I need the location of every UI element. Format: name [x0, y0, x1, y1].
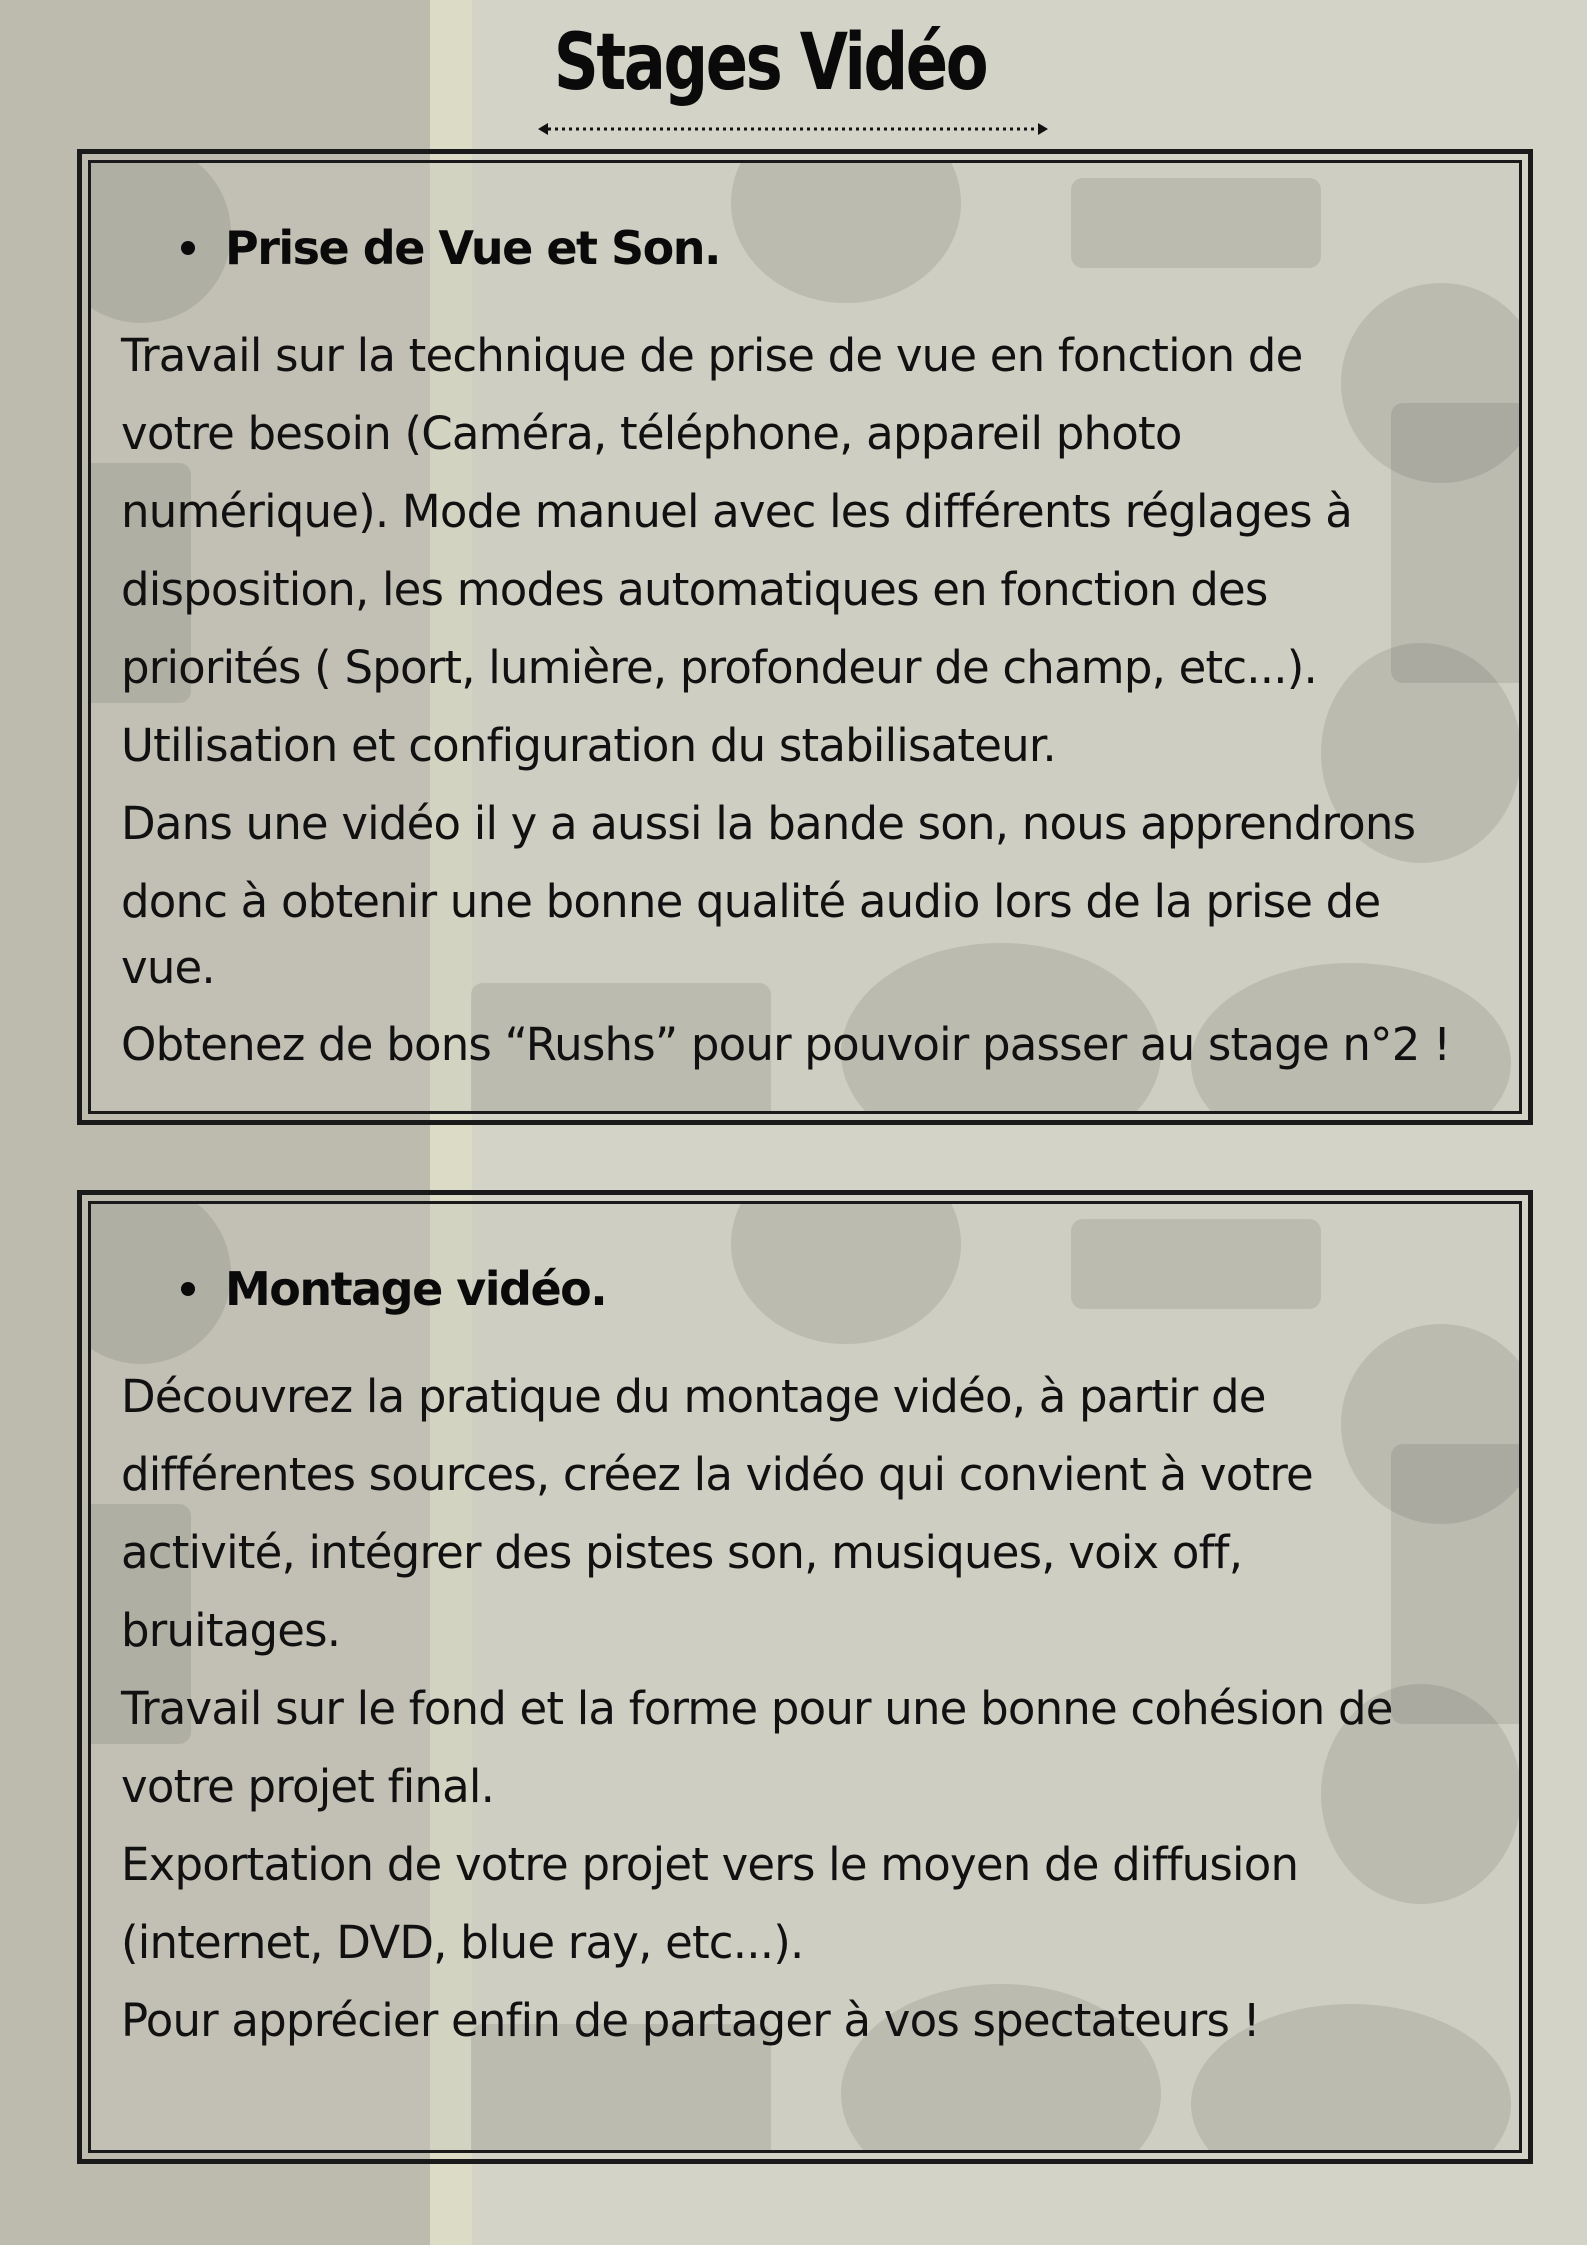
bullet-icon — [181, 241, 195, 255]
body-line: Obtenez de bons “Rushs” pour pouvoir passer au stage n°2 ! — [121, 1018, 1451, 1071]
section-panel-prise-de-vue — [77, 149, 1533, 1125]
page-title: Stages Vidéo — [553, 18, 987, 108]
body-line: bruitages. — [121, 1604, 341, 1657]
body-line: donc à obtenir une bonne qualité audio lors de la prise de — [121, 875, 1381, 928]
bullet-icon — [181, 1282, 195, 1296]
section-body — [121, 1358, 1489, 2060]
body-line: disposition, les modes automatiques en fonction des — [121, 563, 1268, 616]
section-heading-text: Montage vidéo. — [225, 1262, 607, 1316]
section-heading-text: Prise de Vue et Son. — [225, 221, 720, 275]
body-line: (internet, DVD, blue ray, etc...). — [121, 1916, 804, 1969]
title-arrow-rule — [538, 122, 1048, 136]
section-panel-montage — [77, 1190, 1533, 2164]
body-line: priorités ( Sport, lumière, profondeur de champ, etc...). — [121, 641, 1318, 694]
body-line: Découvrez la pratique du montage vidéo, à partir de — [121, 1370, 1266, 1423]
body-line: Travail sur la technique de prise de vue en fonction de — [121, 329, 1303, 382]
section-heading — [181, 1254, 1489, 1324]
section-panel-inner — [88, 160, 1522, 1114]
body-line: votre projet final. — [121, 1760, 495, 1813]
body-line: votre besoin (Caméra, téléphone, appareil photo — [121, 407, 1182, 460]
body-line: Exportation de votre projet vers le moyen de diffusion — [121, 1838, 1299, 1891]
body-line: numérique). Mode manuel avec les différents réglages à — [121, 485, 1352, 538]
section-content — [121, 1254, 1489, 2060]
body-line: Pour apprécier enfin de partager à vos spectateurs ! — [121, 1994, 1260, 2047]
body-line: activité, intégrer des pistes son, musiques, voix off, — [121, 1526, 1243, 1579]
section-content — [121, 213, 1489, 1095]
body-line: Dans une vidéo il y a aussi la bande son, nous apprendrons — [121, 797, 1416, 850]
section-panel-inner — [88, 1201, 1522, 2153]
section-heading — [181, 213, 1489, 283]
body-line: Utilisation et configuration du stabilisateur. — [121, 719, 1056, 772]
body-line: Travail sur le fond et la forme pour une bonne cohésion de — [121, 1682, 1393, 1735]
section-body — [121, 317, 1489, 1095]
body-line: vue. — [121, 941, 215, 994]
body-line: différentes sources, créez la vidéo qui convient à votre — [121, 1448, 1313, 1501]
